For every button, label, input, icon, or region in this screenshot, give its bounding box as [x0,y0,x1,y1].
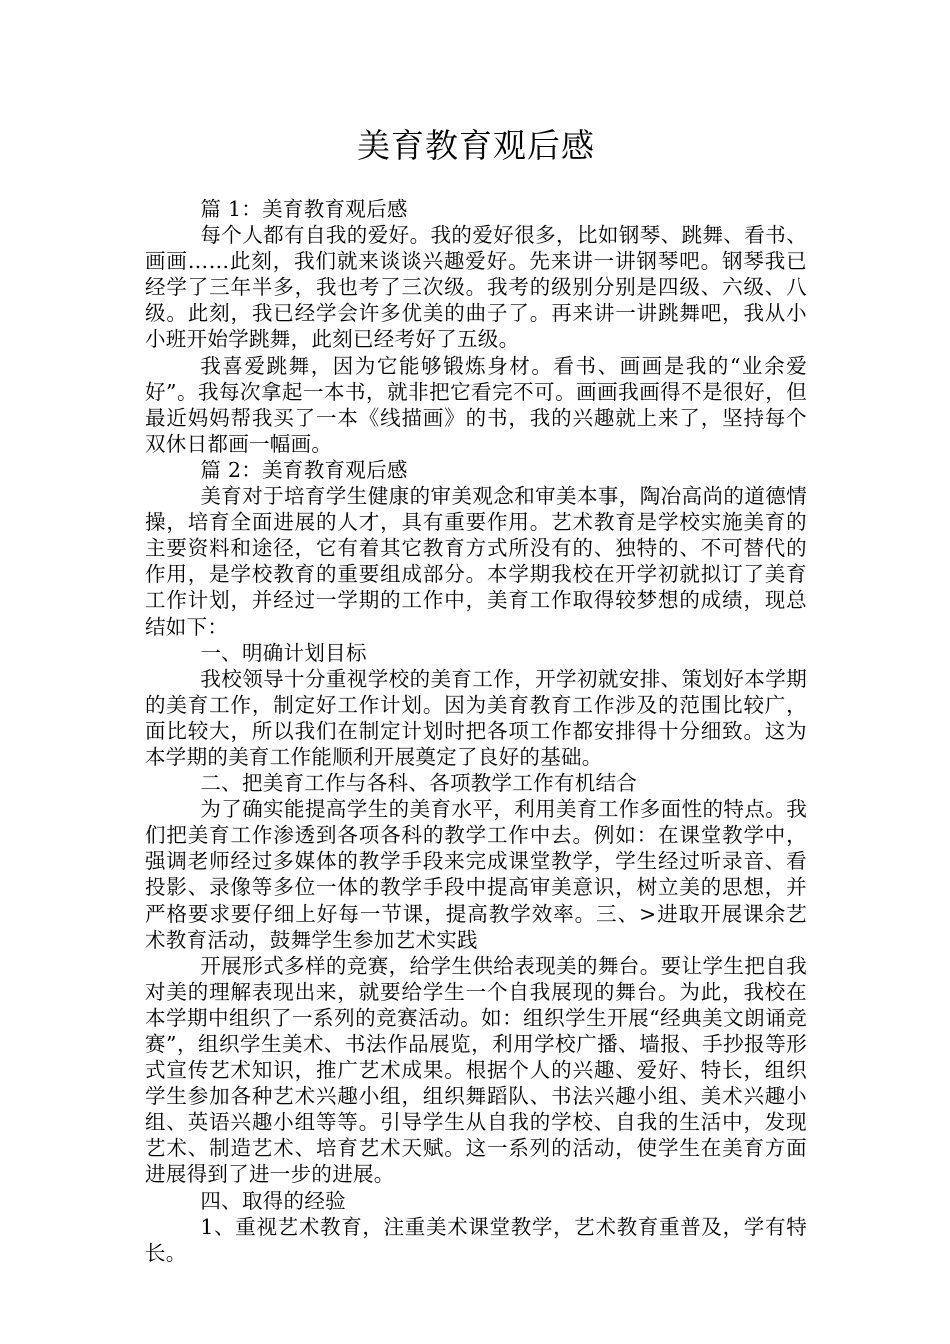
document-page [145,0,807,1344]
paragraph: 美育对于培育学生健康的审美观念和审美本事，陶冶高尚的道德情操，培育全面进展的人才，具有重要作用。艺术教育是学校实施美育的主要资料和途径，它有着其它教育方式所没有的、独特的、不可替代的作用，是学校教育的重要组成部分。本学期我校在开学初就拟订了美育工作计划，并经过一学期的工作中，美育工作取得较梦想的成绩，现总结如下： [145,484,807,639]
paragraph: 为了确实能提高学生的美育水平，利用美育工作多面性的特点。我们把美育工作渗透到各项各科的教学工作中去。例如：在课堂教学中，强调老师经过多媒体的教学手段来完成课堂教学，学生经过听录音、看投影、录像等多位一体的教学手段中提高审美意识，树立美的思想，并严格要求要仔细上好每一节课，提高教学效率。三、>进取开展课余艺术教育活动，鼓舞学生参加艺术实践 [145,797,807,952]
section-heading-part-1: 篇 1：美育教育观后感 [200,197,408,221]
paragraph: 我校领导十分重视学校的美育工作，开学初就安排、策划好本学期的美育工作，制定好工作计划。因为美育教育工作涉及的范围比较广，面比较大，所以我们在制定计划时把各项工作都安排得十分细致。这为本学期的美育工作能顺利开展奠定了良好的基础。 [145,666,807,769]
document-body [145,196,807,1266]
subheading: 二、把美育工作与各科、各项教学工作有机结合 [200,771,638,796]
subheading: 一、明确计划目标 [200,640,367,665]
section-heading-part-2: 篇 2：美育教育观后感 [200,457,408,482]
paragraph: 1、重视艺术教育，注重美术课堂教学，艺术教育重普及，学有特长。 [145,1214,807,1265]
subheading: 四、取得的经验 [200,1188,346,1213]
paragraph: 我喜爱跳舞，因为它能够锻炼身材。看书、画画是我的“业余爱好”。我每次拿起一本书，就非把它看完不可。画画我画得不是很好，但最近妈妈帮我买了一本《线描画》的书，我的兴趣就上来了，坚持每个双休日都画一幅画。 [145,353,807,456]
document-title: 美育教育观后感 [357,126,595,165]
paragraph: 开展形式多样的竞赛，给学生供给表现美的舞台。要让学生把自我对美的理解表现出来，就要给学生一个自我展现的舞台。为此，我校在本学期中组织了一系列的竞赛活动。如：组织学生开展“经典美文朗诵竞赛”，组织学生美术、书法作品展览，利用学校广播、墙报、手抄报等形式宣传艺术知识，推广艺术成果。根据个人的兴趣、爱好、特长，组织学生参加各种艺术兴趣小组，组织舞蹈队、书法兴趣小组、美术兴趣小组、英语兴趣小组等等。引导学生从自我的学校、自我的生活中，发现艺术、制造艺术、培育艺术天赋。这一系列的活动，使学生在美育方面进展得到了进一步的进展。 [145,953,807,1187]
paragraph: 每个人都有自我的爱好。我的爱好很多，比如钢琴、跳舞、看书、画画……此刻，我们就来谈谈兴趣爱好。先来讲一讲钢琴吧。钢琴我已经学了三年半多，我也考了三次级。我考的级别分别是四级、六级、八级。此刻，我已经学会许多优美的曲子了。再来讲一讲跳舞吧，我从小小班开始学跳舞，此刻已经考好了五级。 [145,223,807,352]
